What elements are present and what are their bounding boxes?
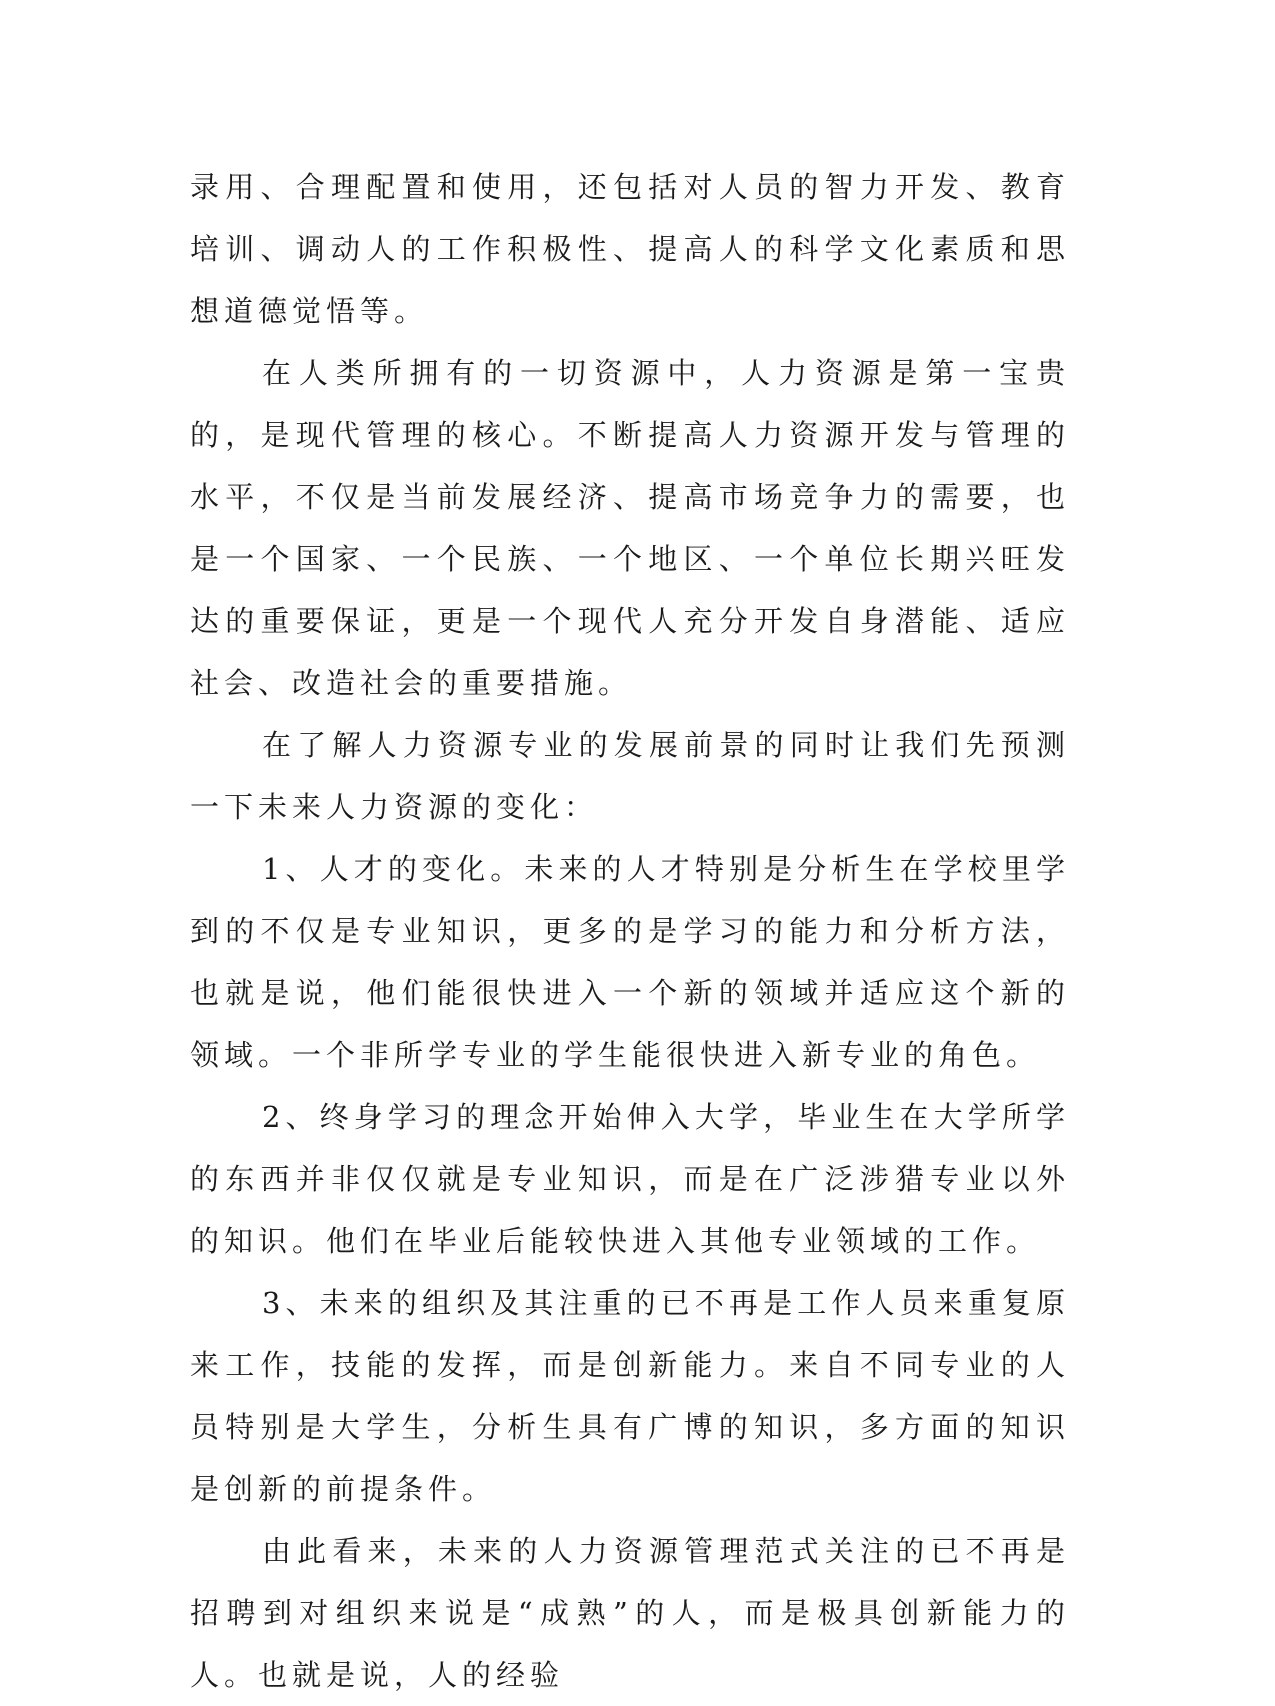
paragraph-1: 录用、合理配置和使用，还包括对人员的智力开发、教育培训、调动人的工作积极性、提高人的科学文化素质和思想道德觉悟等。 (190, 170, 1070, 328)
paragraph-5: 2、终身学习的理念开始伸入大学，毕业生在大学所学的东西并非仅仅就是专业知识，而是在广泛涉猎专业以外的知识。他们在毕业后能较快进入其他专业领域的工作。 (190, 1100, 1070, 1258)
paragraph-4: 1、人才的变化。未来的人才特别是分析生在学校里学到的不仅是专业知识，更多的是学习的能力和分析方法，也就是说，他们能很快进入一个新的领域并适应这个新的领域。一个非所学专业的学生能很快进入新专业的角色。 (190, 852, 1070, 1072)
paragraph-7: 由此看来，未来的人力资源管理范式关注的已不再是招聘到对组织来说是“成熟”的人，而是极具创新能力的人。也就是说，人的经验 (190, 1534, 1070, 1692)
paragraph-3: 在了解人力资源专业的发展前景的同时让我们先预测一下未来人力资源的变化： (190, 728, 1070, 824)
document-body (190, 156, 1070, 1706)
paragraph-6: 3、未来的组织及其注重的已不再是工作人员来重复原来工作，技能的发挥，而是创新能力。来自不同专业的人员特别是大学生，分析生具有广博的知识，多方面的知识是创新的前提条件。 (190, 1286, 1070, 1506)
paragraph-2: 在人类所拥有的一切资源中，人力资源是第一宝贵的，是现代管理的核心。不断提高人力资源开发与管理的水平，不仅是当前发展经济、提高市场竞争力的需要，也是一个国家、一个民族、一个地区、一个单位长期兴旺发达的重要保证，更是一个现代人充分开发自身潜能、适应社会、改造社会的重要措施。 (190, 356, 1070, 700)
